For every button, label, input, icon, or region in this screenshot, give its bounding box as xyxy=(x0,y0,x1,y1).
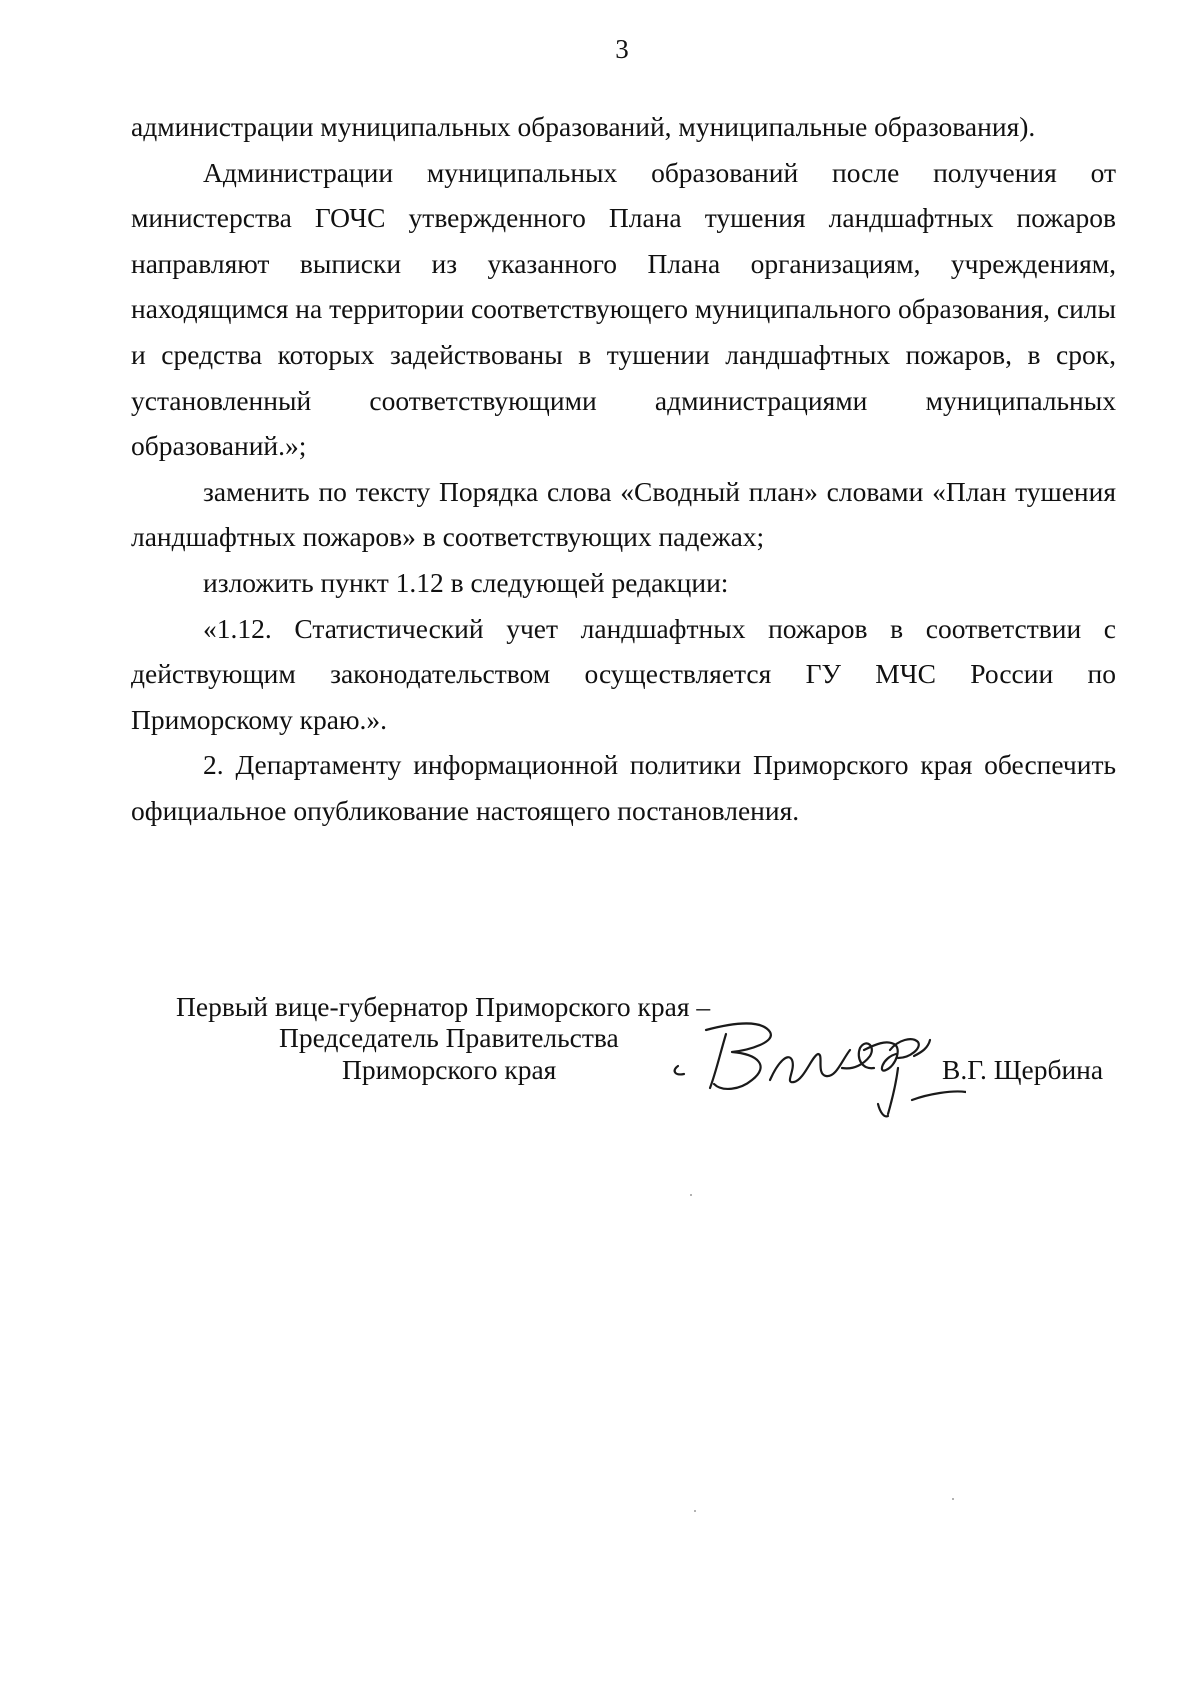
signatory-name: В.Г. Щербина xyxy=(942,1054,1104,1085)
scan-speck xyxy=(694,1510,696,1512)
signatory-title-line-3: Приморского края xyxy=(342,1054,557,1085)
document-body xyxy=(131,104,1116,834)
signatory-title-line-2: Председатель Правительства xyxy=(279,1022,619,1053)
handwritten-signature xyxy=(666,1010,966,1130)
paragraph-item-1-12: «1.12. Статистический учет ландшафтных пожаров в соответствии с действующим законодательством осуществляется ГУ МЧС России по Приморскому краю.». xyxy=(131,612,1116,735)
scan-speck xyxy=(952,1498,954,1500)
signatory-title-line-1: Первый вице-губернатор Приморского края – xyxy=(176,991,711,1022)
paragraph-continuation: администрации муниципальных образований, муниципальные образования). xyxy=(131,111,1036,142)
paragraph-administrations: Администрации муниципальных образований после получения от министерства ГОЧС утвержденного Плана тушения ландшафтных пожаров направляют выписки из указанного Плана организациям, учреждениям, находящимся на территории соответствующего муниципального образования, силы и средства которых задействованы в тушении ландшафтных пожаров, в срок, установленный соответствующими администрациями муниципальных образований.»; xyxy=(131,156,1116,462)
paragraph-replace-words: заменить по тексту Порядка слова «Сводный план» словами «План тушения ландшафтных пожаров» в соответствующих падежах; xyxy=(131,475,1116,553)
page-number: 3 xyxy=(615,34,629,64)
scan-speck xyxy=(690,1194,692,1196)
paragraph-item-2: 2. Департаменту информационной политики Приморского края обеспечить официальное опубликование настоящего постановления. xyxy=(131,749,1116,826)
signature-block xyxy=(176,990,1136,1140)
paragraph-state-item: изложить пункт 1.12 в следующей редакции: xyxy=(203,566,729,598)
